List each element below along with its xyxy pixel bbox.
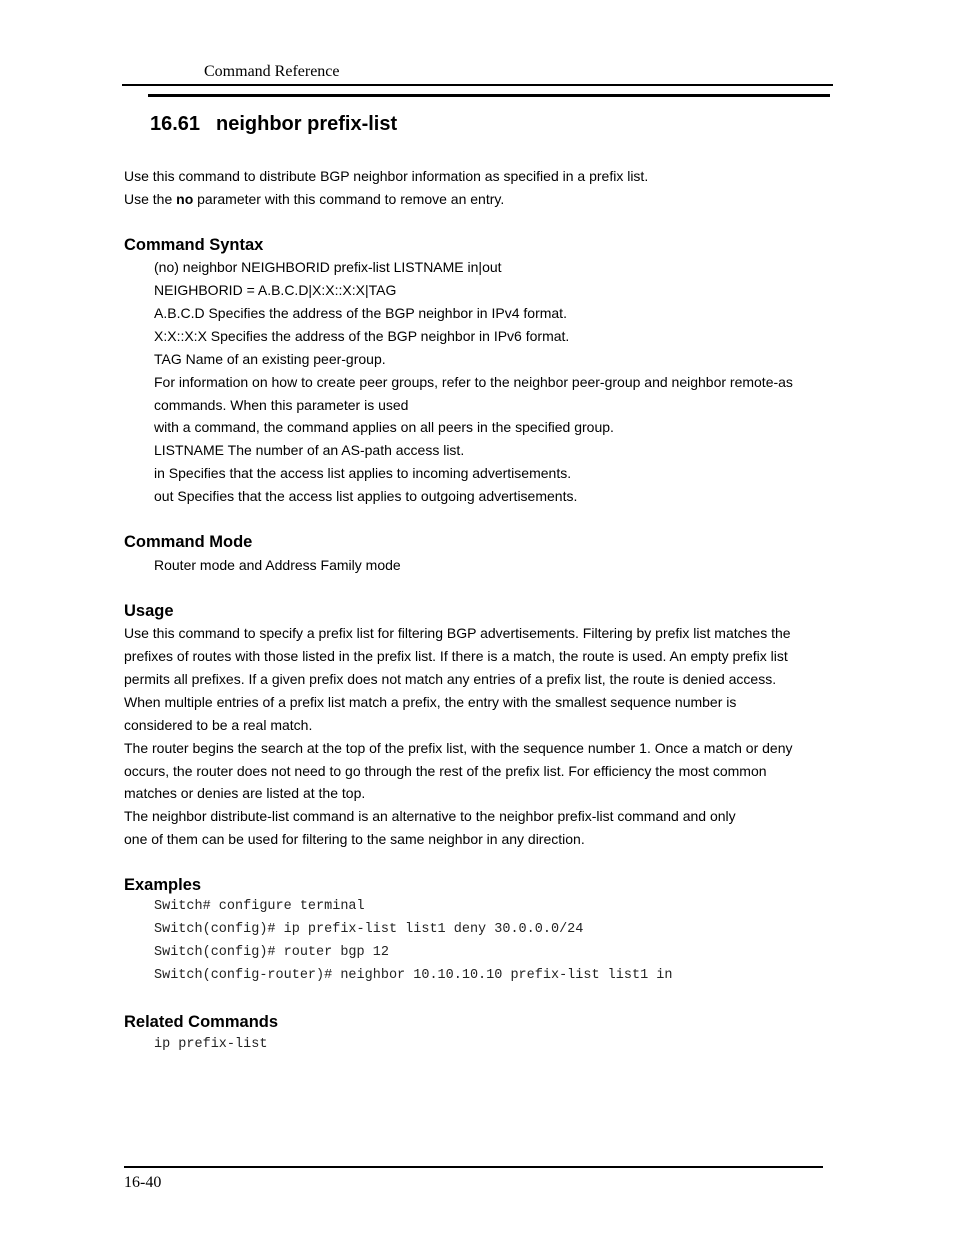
section-number: 16.61 bbox=[150, 113, 201, 135]
usage-line: matches or denies are listed at the top. bbox=[124, 785, 366, 801]
section-title bbox=[150, 111, 397, 137]
example-code-line: Switch(config)# ip prefix-list list1 deny 30.0.0.0/24 bbox=[154, 922, 584, 937]
syntax-line: LISTNAME The number of an AS-path access list. bbox=[154, 442, 465, 458]
section-name: neighbor prefix-list bbox=[216, 113, 398, 135]
header-rule bbox=[122, 84, 833, 86]
usage-line: considered to be a real match. bbox=[124, 717, 313, 733]
related-heading: Related Commands bbox=[124, 1013, 279, 1031]
header-rule-thick bbox=[148, 94, 830, 97]
syntax-line: A.B.C.D Specifies the address of the BGP neighbor in IPv4 format. bbox=[154, 305, 567, 321]
syntax-line: NEIGHBORID = A.B.C.D|X:X::X:X|TAG bbox=[154, 282, 397, 298]
mode-line: Router mode and Address Family mode bbox=[154, 557, 401, 573]
usage-heading: Usage bbox=[124, 602, 174, 620]
syntax-line: For information on how to create peer groups, refer to the neighbor peer-group and neighbor remote-as bbox=[154, 374, 793, 390]
syntax-line: commands. When this parameter is used bbox=[154, 397, 409, 413]
usage-line: The router begins the search at the top of the prefix list, with the sequence number 1. Once a match or deny bbox=[124, 740, 793, 756]
syntax-line: in Specifies that the access list applies to incoming advertisements. bbox=[154, 465, 572, 481]
syntax-line: X:X::X:X Specifies the address of the BGP neighbor in IPv6 format. bbox=[154, 328, 570, 344]
usage-line: occurs, the router does not need to go through the rest of the prefix list. For efficiency the most common bbox=[124, 763, 767, 779]
syntax-line: with a command, the command applies on all peers in the specified group. bbox=[154, 419, 614, 435]
usage-line: When multiple entries of a prefix list match a prefix, the entry with the smallest sequence number is bbox=[124, 694, 737, 710]
example-code-line: Switch(config)# router bgp 12 bbox=[154, 945, 389, 960]
syntax-heading: Command Syntax bbox=[124, 236, 264, 254]
usage-line: The neighbor distribute-list command is an alternative to the neighbor prefix-list command and only bbox=[124, 808, 736, 824]
page-number: 16-40 bbox=[124, 1174, 162, 1191]
usage-line: Use this command to specify a prefix list for filtering BGP advertisements. Filtering by prefix list matches the bbox=[124, 625, 791, 641]
related-command: ip prefix-list bbox=[154, 1037, 268, 1052]
example-code-line: Switch(config-router)# neighbor 10.10.10.10 prefix-list list1 in bbox=[154, 968, 673, 983]
usage-line: permits all prefixes. If a given prefix does not match any entries of a prefix list, the route is denied access. bbox=[124, 671, 777, 687]
syntax-line: out Specifies that the access list applies to outgoing advertisements. bbox=[154, 488, 578, 504]
usage-line: one of them can be used for filtering to the same neighbor in any direction. bbox=[124, 831, 585, 847]
syntax-line: TAG Name of an existing peer-group. bbox=[154, 351, 386, 367]
running-header: Command Reference bbox=[204, 63, 340, 80]
footer-rule bbox=[124, 1166, 823, 1168]
mode-heading: Command Mode bbox=[124, 533, 253, 551]
intro-line: Use the no parameter with this command to remove an entry. bbox=[124, 191, 505, 207]
syntax-line: (no) neighbor NEIGHBORID prefix-list LISTNAME in|out bbox=[154, 259, 502, 275]
examples-heading: Examples bbox=[124, 876, 202, 894]
no-keyword: no bbox=[176, 191, 194, 207]
example-code-line: Switch# configure terminal bbox=[154, 899, 365, 914]
usage-line: prefixes of routes with those listed in the prefix list. If there is a match, the route is used. An empty prefix list bbox=[124, 648, 788, 664]
intro-line: Use this command to distribute BGP neighbor information as specified in a prefix list. bbox=[124, 168, 649, 184]
